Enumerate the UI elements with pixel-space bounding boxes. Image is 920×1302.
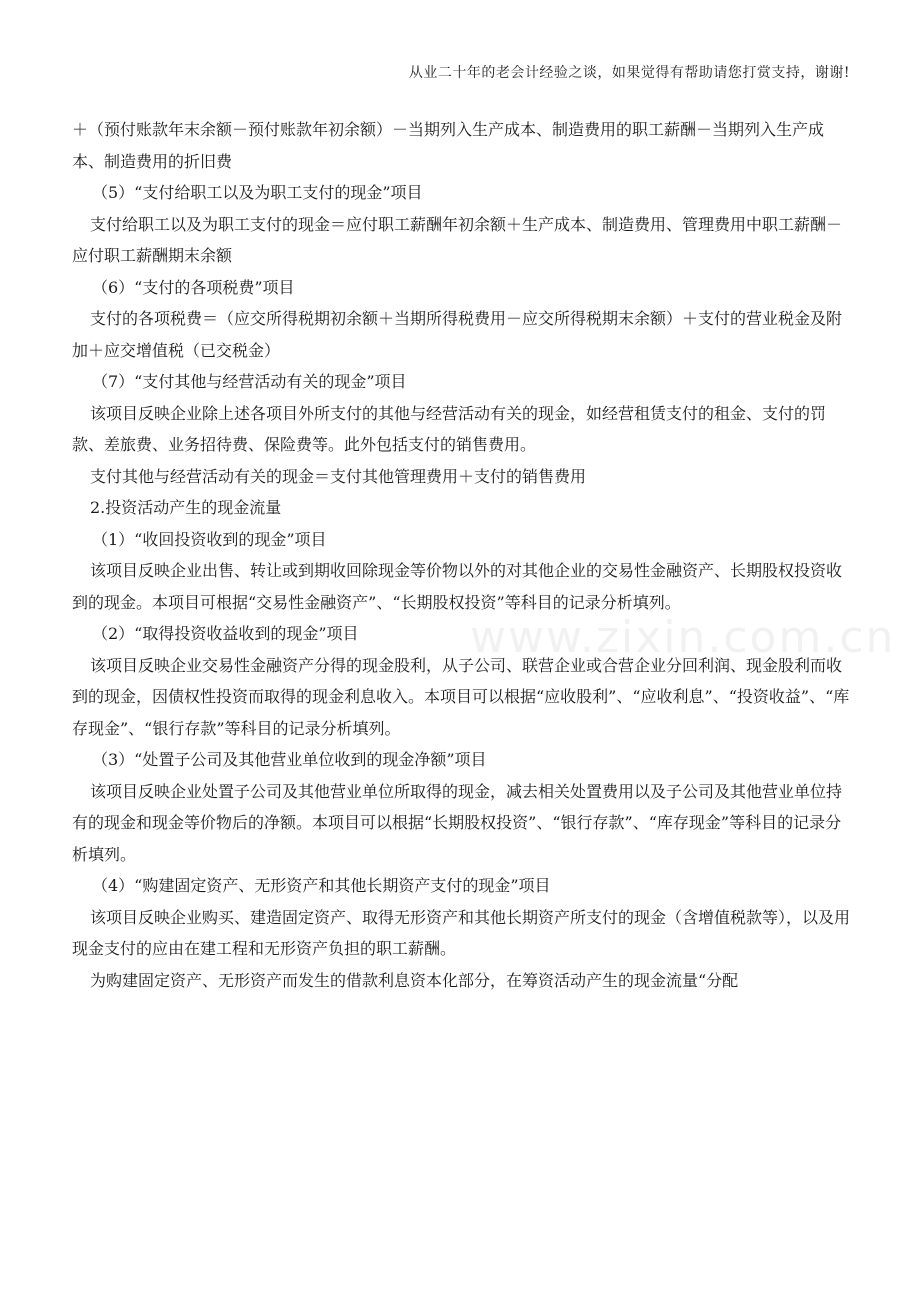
section-heading: （2）“取得投资收益收到的现金”项目 [92,624,359,643]
section-title: 2.投资活动产生的现金流量 [90,498,282,517]
paragraph: ＋（预付账款年末余额－预付账款年初余额）－当期列入生产成本、制造费用的职工薪酬－当期列入生产成本、制造费用的折旧费 [72,120,825,171]
paragraph: 支付的各项税费＝（应交所得税期初余额＋当期所得税费用－应交所得税期末余额）＋支付的营业税金及附加＋应交增值税（已交税金） [72,309,843,360]
section-heading: （7）“支付其他与经营活动有关的现金”项目 [92,372,407,391]
document-body [72,114,852,996]
paragraph: 支付给职工以及为职工支付的现金＝应付职工薪酬年初余额＋生产成本、制造费用、管理费用中职工薪酬－应付职工薪酬期末余额 [72,214,843,265]
paragraph: 该项目反映企业购买、建造固定资产、取得无形资产和其他长期资产所支付的现金（含增值税款等），以及用现金支付的应由在建工程和无形资产负担的职工薪酬。 [72,907,851,958]
paragraph: 该项目反映企业交易性金融资产分得的现金股利，从子公司、联营企业或合营企业分回利润、现金股利而收到的现金，因债权性投资而取得的现金利息收入。本项目可以根据“应收股利”、“应收利息”、“投资收益”、“库存现金”、“银行存款”等科目的记录分析填列。 [72,655,850,738]
paragraph: 为购建固定资产、无形资产而发生的借款利息资本化部分，在筹资活动产生的现金流量“分配 [90,970,739,990]
paragraph: 该项目反映企业出售、转让或到期收回除现金等价物以外的对其他企业的交易性金融资产、长期股权投资收到的现金。本项目可根据“交易性金融资产”、“长期股权投资”等科目的记录分析填列。 [72,561,843,612]
paragraph: 该项目反映企业处置子公司及其他营业单位所取得的现金，减去相关处置费用以及子公司及其他营业单位持有的现金和现金等价物后的净额。本项目可以根据“长期股权投资”、“银行存款”、“库存现金”等科目的记录分析填列。 [72,781,843,864]
section-heading: （5）“支付给职工以及为职工支付的现金”项目 [92,183,423,202]
section-heading: （1）“收回投资收到的现金”项目 [92,529,327,549]
watermark: www.zixin.com.cn [470,612,896,663]
paragraph: 支付其他与经营活动有关的现金＝支付其他管理费用＋支付的销售费用 [90,466,587,486]
paragraph: 该项目反映企业除上述各项目外所支付的其他与经营活动有关的现金，如经营租赁支付的租金、支付的罚款、差旅费、业务招待费、保险费等。此外包括支付的销售费用。 [72,403,827,454]
section-heading: （3）“处置子公司及其他营业单位收到的现金净额”项目 [92,750,487,769]
section-heading: （4）“购建固定资产、无形资产和其他长期资产支付的现金”项目 [92,876,551,895]
section-heading: （6）“支付的各项税费”项目 [92,277,295,297]
header-note: 从业二十年的老会计经验之谈，如果觉得有帮助请您打赏支持，谢谢! [408,65,850,81]
